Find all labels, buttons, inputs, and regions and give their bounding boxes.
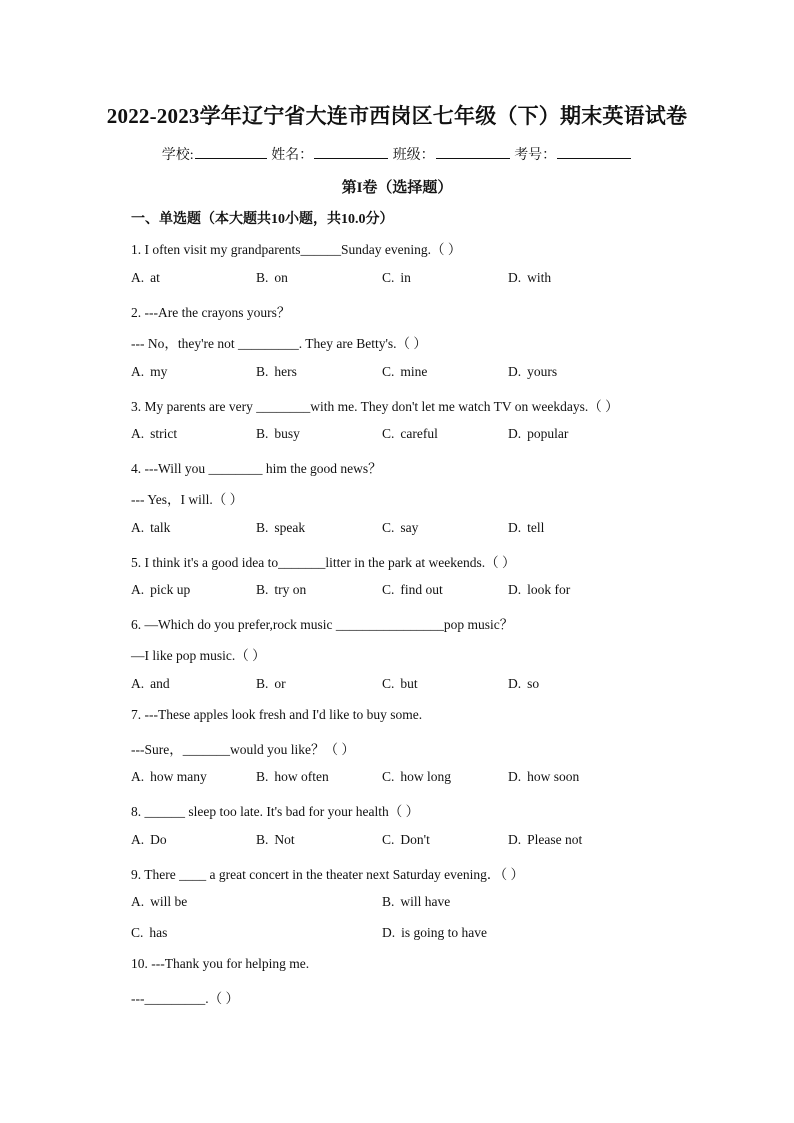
- question-2-options: [131, 364, 691, 382]
- question-10-answer-line: ---_________.（ ）: [131, 991, 239, 1006]
- school-blank: [195, 145, 267, 159]
- option-a[interactable]: A. strict: [131, 426, 178, 441]
- number-label: 考号：: [514, 148, 557, 163]
- option-a[interactable]: A. and: [131, 676, 170, 691]
- question-8-options: [131, 832, 691, 850]
- question-8-stem: 8. ______ sleep too late. It's bad for your health（ ）: [131, 804, 420, 819]
- option-a[interactable]: A. will be: [131, 894, 188, 909]
- option-a[interactable]: A. pick up: [131, 582, 191, 597]
- question-9-options-row-2: [131, 925, 691, 943]
- option-d[interactable]: D. is going to have: [382, 925, 487, 940]
- question-9-stem: 9. There ____ a great concert in the theater next Saturday evening．（ ）: [131, 867, 524, 882]
- volume-heading: 第I卷（选择题）: [341, 180, 453, 196]
- question-2-stem: 2. ---Are the crayons yours？: [131, 305, 291, 320]
- class-blank: [436, 145, 510, 159]
- option-a[interactable]: A. how many: [131, 769, 207, 784]
- option-a[interactable]: A. at: [131, 270, 160, 285]
- question-4-stem: 4. ---Will you ________ him the good news？: [131, 461, 382, 476]
- option-b[interactable]: B. hers: [256, 364, 297, 379]
- question-4-options: [131, 520, 691, 538]
- class-label: 班级：: [392, 148, 435, 163]
- question-1-options: [131, 270, 691, 288]
- option-c[interactable]: C. careful: [382, 426, 438, 441]
- option-b[interactable]: B. or: [256, 676, 286, 691]
- question-6-stem: 6. —Which do you prefer,rock music ________________pop music？: [131, 617, 514, 632]
- option-b[interactable]: B. try on: [256, 582, 307, 597]
- question-4-answer-line: --- Yes，I will.（ ）: [131, 492, 244, 507]
- option-b[interactable]: B. will have: [382, 894, 451, 909]
- name-label: 姓名：: [271, 148, 314, 163]
- option-d[interactable]: D. yours: [508, 364, 558, 379]
- option-c[interactable]: C. how long: [382, 769, 452, 784]
- question-10-stem: 10. ---Thank you for helping me.: [131, 956, 310, 971]
- question-3-stem: 3. My parents are very ________with me. They don't let me watch TV on weekdays.（ ）: [131, 399, 619, 414]
- option-c[interactable]: C. in: [382, 270, 411, 285]
- option-c[interactable]: C. say: [382, 520, 419, 535]
- name-blank: [314, 145, 388, 159]
- option-d[interactable]: D. tell: [508, 520, 545, 535]
- option-c[interactable]: C. Don't: [382, 832, 430, 847]
- question-5-options: [131, 582, 691, 600]
- option-d[interactable]: D. popular: [508, 426, 569, 441]
- option-c[interactable]: C. has: [131, 925, 168, 940]
- option-d[interactable]: D. with: [508, 270, 552, 285]
- option-d[interactable]: D. so: [508, 676, 540, 691]
- option-b[interactable]: B. busy: [256, 426, 300, 441]
- question-7-answer-line: ---Sure，_______would you like？（ ）: [131, 742, 355, 757]
- question-1-stem: 1. I often visit my grandparents______Sunday evening.（ ）: [131, 242, 462, 257]
- page-title: 2022-2023学年辽宁省大连市西岗区七年级（下）期末英语试卷: [106, 104, 688, 128]
- student-info-line: [0, 144, 794, 164]
- option-b[interactable]: B. speak: [256, 520, 306, 535]
- school-label: 学校:: [161, 148, 194, 163]
- option-a[interactable]: A. talk: [131, 520, 171, 535]
- option-c[interactable]: C. but: [382, 676, 418, 691]
- question-6-answer-line: —I like pop music.（ ）: [131, 648, 266, 663]
- question-7-options: [131, 769, 691, 787]
- option-b[interactable]: B. how often: [256, 769, 329, 784]
- option-a[interactable]: A. my: [131, 364, 168, 379]
- option-b[interactable]: B. Not: [256, 832, 295, 847]
- option-d[interactable]: D. look for: [508, 582, 571, 597]
- section-heading: 一、单选题（本大题共10小题，共10.0分）: [131, 212, 394, 227]
- question-6-options: [131, 676, 691, 694]
- question-9-options-row-1: [131, 894, 691, 912]
- option-d[interactable]: D. Please not: [508, 832, 583, 847]
- question-2-answer-line: --- No，they're not _________. They are Betty's.（ ）: [131, 336, 427, 351]
- option-c[interactable]: C. mine: [382, 364, 428, 379]
- question-3-options: [131, 426, 691, 444]
- number-blank: [557, 145, 631, 159]
- option-d[interactable]: D. how soon: [508, 769, 580, 784]
- option-a[interactable]: A. Do: [131, 832, 167, 847]
- option-b[interactable]: B. on: [256, 270, 288, 285]
- question-7-stem: 7. ---These apples look fresh and I'd like to buy some.: [131, 707, 423, 722]
- question-5-stem: 5. I think it's a good idea to_______litter in the park at weekends.（ ）: [131, 555, 516, 570]
- option-c[interactable]: C. find out: [382, 582, 443, 597]
